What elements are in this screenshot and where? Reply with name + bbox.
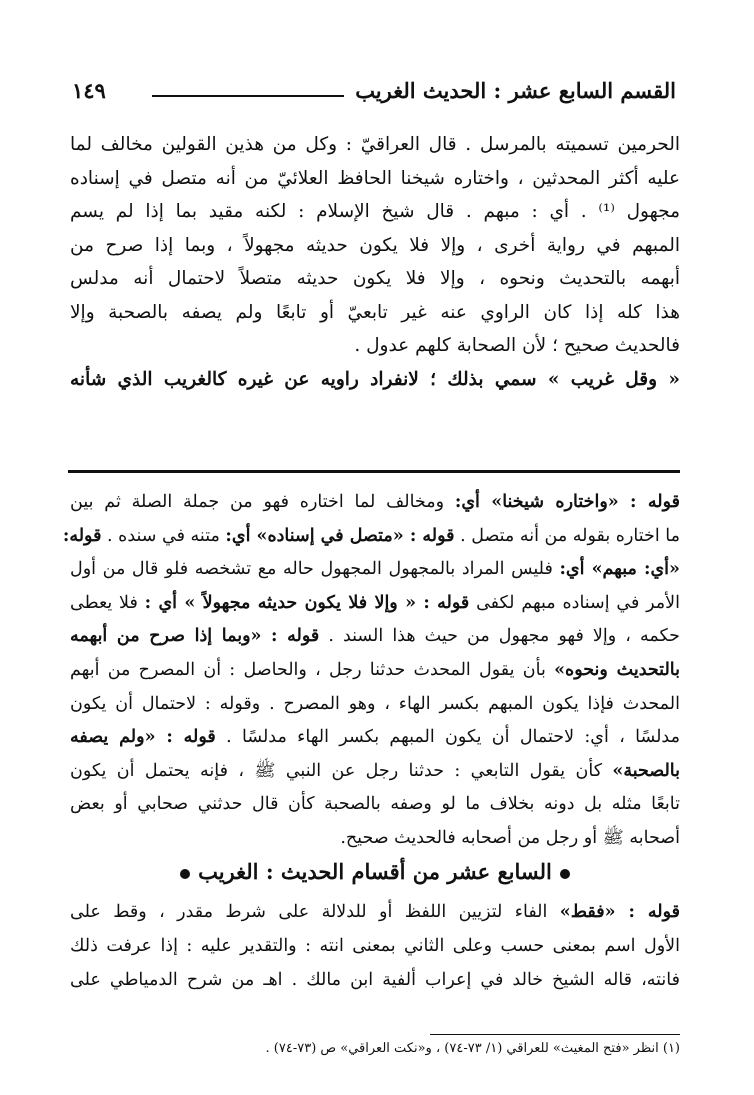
commentary-line <box>70 755 680 789</box>
main-line: مجهول ⁽¹⁾ . أي : مبهم . قال شيخ الإسلام : لكنه مقيد بما إذا لم يسم <box>70 201 680 222</box>
commentary-bold-segment: قوله: <box>62 525 102 546</box>
section-text <box>70 895 680 997</box>
commentary-segment: فليس المراد بالمجهول المجهول حاله مع تشخصه فلو قال من أول <box>70 559 560 580</box>
commentary-line <box>70 688 680 722</box>
main-text <box>70 128 680 396</box>
commentary-segment: كأن يقول التابعي : حدثنا رجل عن النبي ﷺ ، فإنه يحتمل أن يكون <box>70 760 613 781</box>
bullet-icon <box>180 869 190 879</box>
page-header <box>72 78 676 108</box>
section-heading-text: السابع عشر من أقسام الحديث : الغريب <box>198 859 552 884</box>
section-bold-segment: قوله : «فقط» <box>559 902 680 922</box>
commentary-line <box>70 822 680 856</box>
commentary-line <box>70 587 680 621</box>
main-line: المبهم في رواية أخرى ، وإلا فلا يكون حديثه مجهولاً ، وبما إذا صرح من <box>70 234 680 256</box>
section-segment: الفاء لتزيين اللفظ أو للدلالة على شرط مقدر ، وقط على <box>70 902 560 922</box>
section-line <box>70 963 680 997</box>
commentary-segment: حكمه ، وإلا فهو مجهول من حيث هذا السند . <box>319 626 680 647</box>
commentary-segment: متنه في سنده . <box>101 525 226 546</box>
commentary-line <box>70 721 680 755</box>
section-line <box>70 895 680 929</box>
main-line: « وقل غريب » سمي بذلك ؛ لانفراد راويه عن غيره كالغريب الذي شأنه <box>70 368 680 390</box>
commentary-bold-segment: بالتحديث ونحوه» <box>554 659 680 680</box>
commentary-line <box>70 620 680 654</box>
bullet-icon <box>560 869 570 879</box>
commentary-bold-segment: قوله : «ولم يصفه <box>70 727 216 748</box>
commentary-line <box>70 486 680 520</box>
commentary-segment: ومخالف لما اختاره فهو من جملة الصلة ثم بين <box>70 492 455 512</box>
footnote-rule <box>430 1034 680 1035</box>
section-line <box>70 929 680 963</box>
commentary-segment: تابعًا مثله بل دونه بخلاف ما لو وصفه بالصحبة كأن قال حدثني صحابي أو بعض <box>70 794 680 815</box>
section-segment: الأول اسم بمعنى حسب وعلى الثاني بمعنى انته : والتقدير عليه : إذا عرفت ذلك <box>70 936 680 956</box>
page-number: ١٤٩ <box>72 78 106 103</box>
main-line: هذا كله إذا كان الراوي عنه غير تابعيّ أو تابعًا ولم يصفه بالصحبة وإلا <box>70 301 680 323</box>
commentary-segment: أصحابه ﷺ أو رجل من أصحابه فالحديث صحيح. <box>340 827 680 848</box>
running-title: القسم السابع عشر : الحديث الغريب <box>355 78 676 103</box>
commentary-bold-segment: قوله : «متصل في إسناده» أي: <box>225 525 455 546</box>
main-line: عليه أكثر المحدثين ، واختاره شيخنا الحافظ العلائيّ من أنه متصل في إسناده <box>70 167 680 189</box>
commentary-line <box>62 520 680 554</box>
main-line: أبهمه بالتحديث ونحوه ، وإلا فلا يكون حديثه متصلاً لاحتمال أنه مدلس <box>70 268 680 289</box>
commentary-bold-segment: قوله : «وبما إذا صرح من أبهمه <box>70 626 320 647</box>
section-heading <box>70 855 680 889</box>
section-segment: فانته، قاله الشيخ خالد في إعراب ألفية ابن مالك . اهـ من شرح الدمياطي على <box>70 970 680 990</box>
commentary-segment: بأن يقول المحدث حدثنا رجل ، والحاصل : أن المصرح من أبهم <box>70 659 555 680</box>
commentary-segment: الأمر في إسناده مبهم لكفى <box>469 592 681 613</box>
commentary-segment: ما اختاره بقوله من أنه متصل . <box>454 525 680 546</box>
commentary-line <box>70 553 680 587</box>
commentary-bold-segment: قوله : «واختاره شيخنا» أي: <box>454 492 680 512</box>
commentary-bold-segment: بالصحبة» <box>612 760 680 781</box>
commentary-line <box>70 654 680 688</box>
main-line: فالحديث صحيح ؛ لأن الصحابة كلهم عدول . <box>354 335 680 356</box>
commentary-segment: مدلسًا ، أي: لاحتمال أن يكون المبهم بكسر الهاء مدلسًا . <box>215 727 680 748</box>
main-line: الحرمين تسميته بالمرسل . قال العراقيّ : وكل من هذين القولين مخالف لما <box>70 134 680 155</box>
header-rule <box>152 95 344 97</box>
commentary-bold-segment: قوله : « وإلا فلا يكون حديثه مجهولاً » أي : <box>144 592 470 613</box>
footnote: (١) انظر «فتح المغيث» للعراقي (١/ ٧٣-٧٤) ، و«نكت العراقي» ص (٧٣-٧٤) . <box>265 1041 680 1056</box>
commentary-segment: المحدث فإذا يكون المبهم بكسر الهاء ، وهو المصرح . وقوله : لاحتمال أن يكون <box>70 693 680 714</box>
commentary-text <box>62 486 681 856</box>
commentary-segment: فلا يعطى <box>70 592 145 613</box>
separator-rule <box>68 470 680 473</box>
commentary-bold-segment: «أي: مبهم» أي: <box>559 559 680 580</box>
commentary-line <box>70 788 680 822</box>
